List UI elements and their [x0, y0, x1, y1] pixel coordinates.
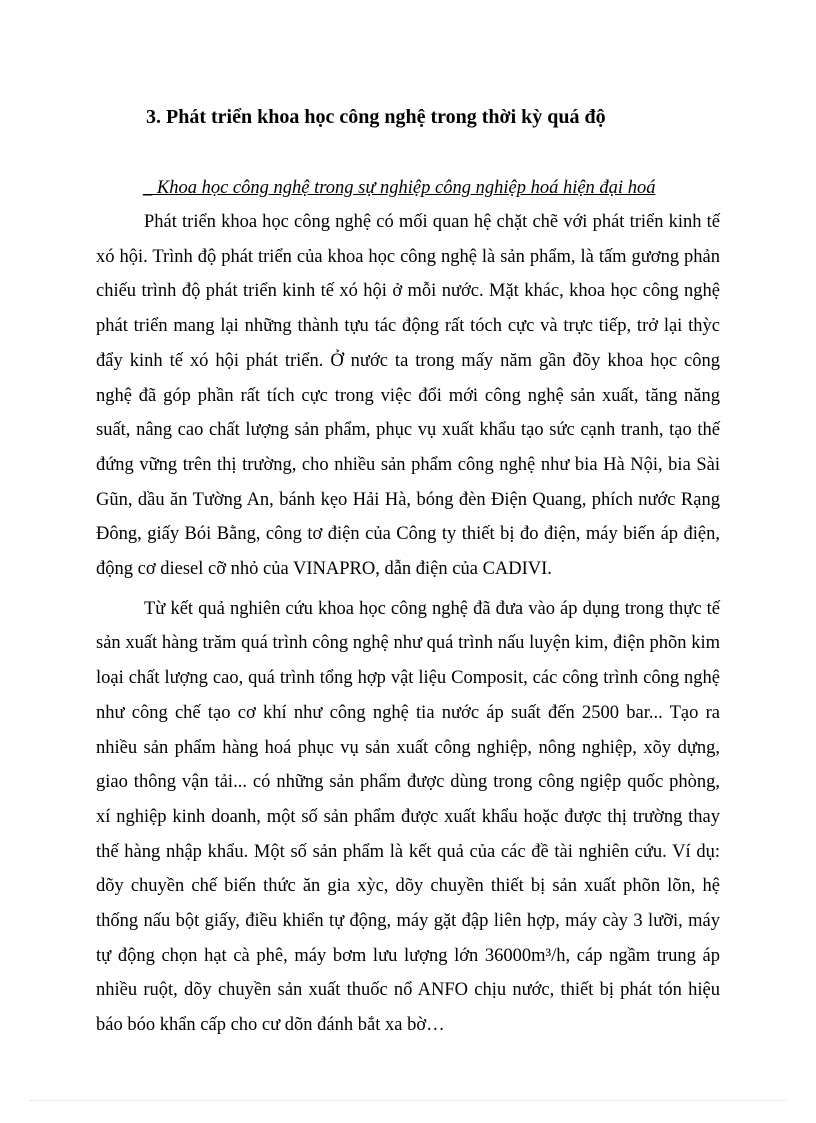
page-bottom-divider [30, 1100, 786, 1101]
section-heading: 3. Phát triển khoa học công nghệ trong thời kỳ quá độ [146, 106, 606, 128]
subsection-heading: _ Khoa học công nghệ trong sự nghiệp công nghiệp hoá hiện đại hoá [143, 178, 656, 198]
body-text [96, 205, 720, 1043]
paragraph: Phát triển khoa học công nghệ có mối quan hệ chặt chẽ với phát triển kinh tế xó hội. Trình độ phát triển của khoa học công nghệ là sản phẩm, là tấm gương phản chiếu trình độ phát triển kinh tế xó hội ở mỗi nước. Mặt khác, khoa học công nghệ phát triển mang lại những thành tựu tác động rất tóch cực và trực tiếp, trở lại thỳc đẩy kinh tế xó hội phát triển. Ở nước ta trong mấy năm gần đõy khoa học công nghệ đã góp phần rất tích cực trong việc đổi mới công nghệ sản xuất, tăng năng suất, nâng cao chất lượng sản phẩm, phục vụ xuất khẩu tạo sức cạnh tranh, tạo thế đứng vững trên thị trường, cho nhiều sản phẩm công nghệ như bia Hà Nội, bia Sài Gũn, dầu ăn Tường An, bánh kẹo Hải Hà, bóng đèn Điện Quang, phích nước Rạng Đông, giấy Bói Bằng, công tơ điện của Công ty thiết bị đo điện, máy biến áp điện, động cơ diesel cỡ nhỏ của VINAPRO, dẫn điện của CADIVI. [96, 212, 720, 580]
paragraph: Từ kết quả nghiên cứu khoa học công nghệ đã đưa vào áp dụng trong thực tế sản xuất hàng trăm quá trình công nghệ như quá trình nấu luyện kim, điện phõn kim loại chất lượng cao, quá trình tổng hợp vật liệu Composit, các công trình công nghệ như công chế tạo cơ khí như công nghệ tia nước áp suất đến 2500 bar... Tạo ra nhiều sản phẩm hàng hoá phục vụ sản xuất công nghiệp, nông nghiệp, xõy dựng, giao thông vận tải... có những sản phẩm được dùng trong công ngiệp quốc phòng, xí nghiệp kinh doanh, một số sản phẩm được xuất khẩu hoặc được thị trường thay thế hàng nhập khẩu. Một số sản phẩm là kết quả của các đề tài nghiên cứu. Ví dụ: dõy chuyền chế biến thức ăn gia xỳc, dõy chuyền thiết bị sản xuất phõn lõn, hệ thống nấu bột giấy, điều khiển tự động, máy gặt đập liên hợp, máy cày 3 lưỡi, máy tự động chọn hạt cà phê, máy bơm lưu lượng lớn 36000m³/h, cáp ngầm trung áp nhiều ruột, dõy chuyền sản xuất thuốc nổ ANFO chịu nước, thiết bị phát tón hiệu báo bóo khẩn cấp cho cư dõn đánh bắt xa bờ… [96, 598, 720, 1036]
